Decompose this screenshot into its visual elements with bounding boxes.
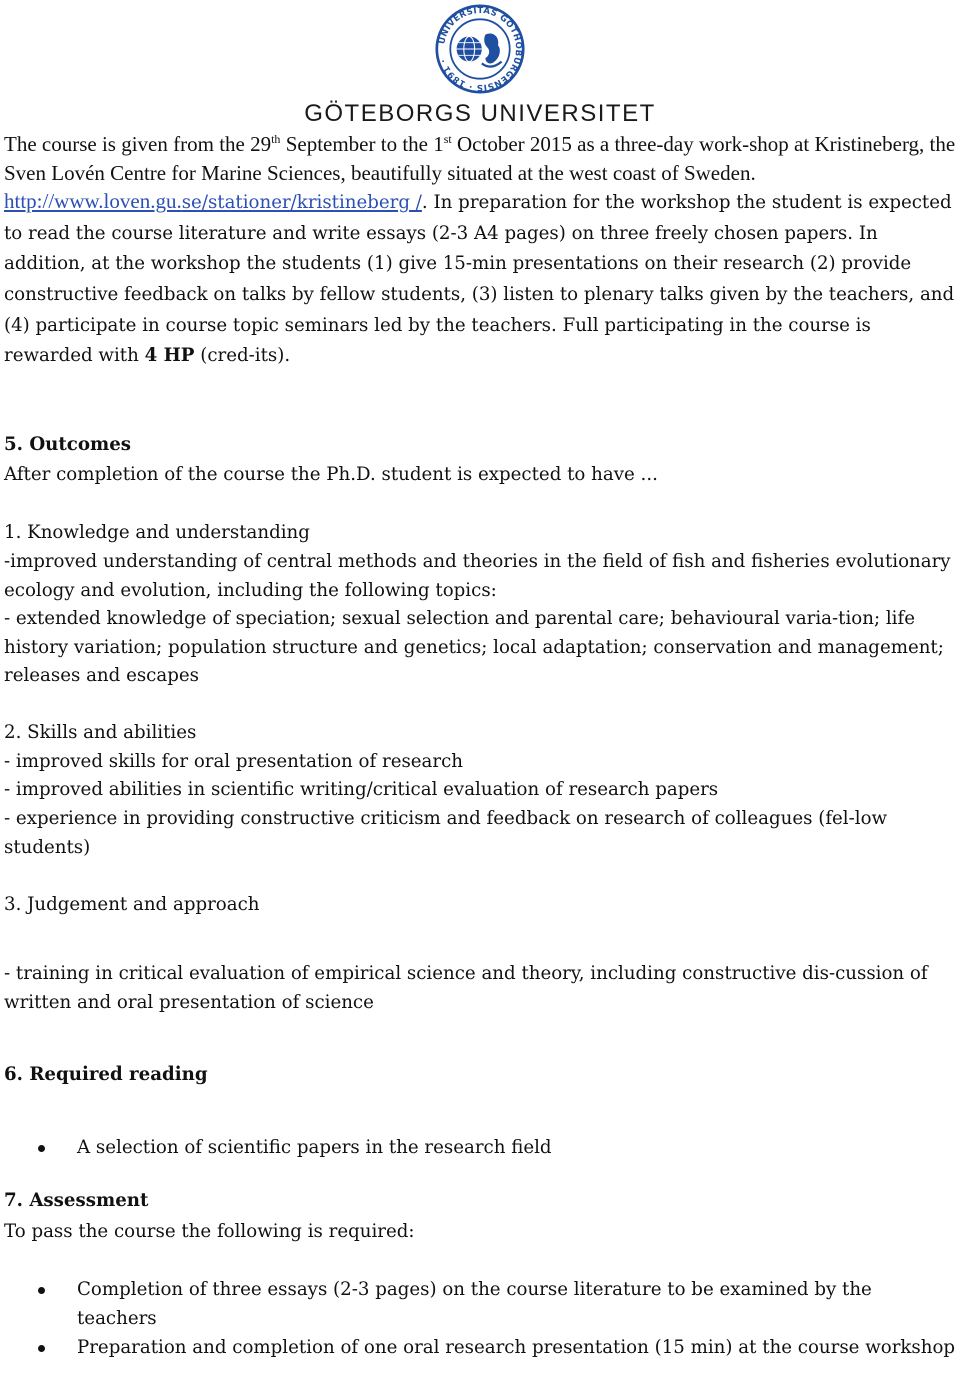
outcomes-heading: 5. Outcomes [4, 434, 132, 455]
intro-sup-st: st [443, 132, 452, 146]
assessment-lead: To pass the course the following is required: [4, 1221, 415, 1242]
skills-line-2: - improved abilities in scientific writing/critical evaluation of research papers [4, 779, 719, 800]
intro-text-2: September to the 1 [280, 132, 444, 156]
document-page: UNIVERSITAS GOTHOBURGENSIS · 1891 · GÖTEBORGS UNIVERSITET The course is given from the 29th September to the 1st October 2015 as a three-day work-shop at Kristineberg, the Sven Lovén Centre for Marine Sciences, beautifully situated at the west coast of Sweden. http://www.loven.gu.se/stationer/kristineberg /. In preparation for the workshop the student is expected to read the course literature and write essays (2-3 A4 pages) on three freely chosen papers. In addition, at the workshop the students (1) give 15-min presentations on their research (2) provide constructive feedback on talks by fellow students, (3) listen to plenary talks given by the teachers, and (4) participate in course topic seminars led by the teachers. Full participating in the course is rewarded with 4 HP (cred-its). 5. Outcomes After completion of the course the Ph.D. student is expected to have ... 1. Knowledge and understanding -improved understanding of central methods and theories in the field of fish and fisheries evolutionary ecology and evolution, including the following topics: - extended knowledge of speciation; sexual selection and parental care; behavioural varia-tion; life history variation; population structure and genetics; local adaptation; conservation and management; releases and escapes 2. Skills and abilities - improved skills for oral presentation of research - improved abilities in scientific writing/critical evaluation of research papers - experience in providing constructive criticism and feedback on research of colleagues (fel-low students) 3. Judgement and approach - training in critical evaluation of empirical science and theory, including constructive dis-cussion of written and oral presentation of science 6. Required reading A selection of scientific papers in the research field 7. Assessment To pass the course the following is required: Completion of three essays (2-3 pages) on the course literature to be examined by the teachers Preparation and completion of one oral research presentation (15 min) at the course workshop [4, 5, 956, 1358]
intro-text-7: (cred-its). [194, 345, 291, 367]
bullet-icon [38, 1287, 45, 1294]
knowledge-title: 1. Knowledge and understanding [4, 522, 310, 543]
intro-text-5: In preparation for the workshop the student is expected to read the course literature and write essays (2-3 A4 pages) on three freely chosen papers. [4, 192, 952, 244]
intro-text-4: . [421, 192, 434, 214]
credits-value: 4 HP [144, 345, 195, 367]
bullet-icon [38, 1145, 45, 1152]
skills-line-1: - improved skills for oral presentation of research [4, 751, 463, 772]
kristineberg-link[interactable]: http://www.loven.gu.se/stationer/kristineberg / [4, 189, 422, 214]
university-name: GÖTEBORGS UNIVERSITET [304, 100, 656, 127]
judgement-title: 3. Judgement and approach [4, 894, 260, 915]
bullet-icon [38, 1345, 45, 1352]
course-intro-paragraph [4, 130, 956, 371]
university-seal-logo [435, 4, 525, 94]
assessment-heading: 7. Assessment [4, 1190, 149, 1211]
outcomes-lead: After completion of the course the Ph.D. student is expected to have ... [4, 464, 658, 485]
intro-text-6: In addition, at the workshop the students (1) give 15-min presentations on their research (2) provide constructive feedback on talks by fellow students, (3) listen to plenary talks given by the teachers, and (4) participate in course topic seminars led by the teachers. Full participating in the course is rewarded with [4, 222, 955, 367]
skills-title: 2. Skills and abilities [4, 722, 197, 743]
intro-sup-th: th [271, 132, 281, 146]
judgement-line-1: - training in critical evaluation of empirical science and theory, including constructive dis-cussion of written and oral presentation of science [4, 963, 928, 1013]
reading-heading: 6. Required reading [4, 1064, 208, 1085]
knowledge-line-2: - extended knowledge of speciation; sexual selection and parental care; behavioural varia-tion; life history variation; population structure and genetics; local adaptation; conservation and management; releases and escapes [4, 608, 944, 687]
svg-text:UNIVERSITAS GOTHOBURGENSIS · 1: UNIVERSITAS GOTHOBURGENSIS · 1891 · [437, 5, 524, 93]
intro-text-3: October 2015 as a three-day work-shop at Kristineberg, the Sven Lovén Centre for Marine Sciences, beautifully situated at the west coast of Sweden. [4, 132, 956, 185]
skills-line-3: - experience in providing constructive criticism and feedback on research of colleagues (fel-low students) [4, 808, 888, 858]
knowledge-line-1: -improved understanding of central methods and theories in the field of fish and fisheries evolutionary ecology and evolution, including the following topics: [4, 551, 951, 601]
intro-text-1: The course is given from the 29 [4, 132, 272, 156]
